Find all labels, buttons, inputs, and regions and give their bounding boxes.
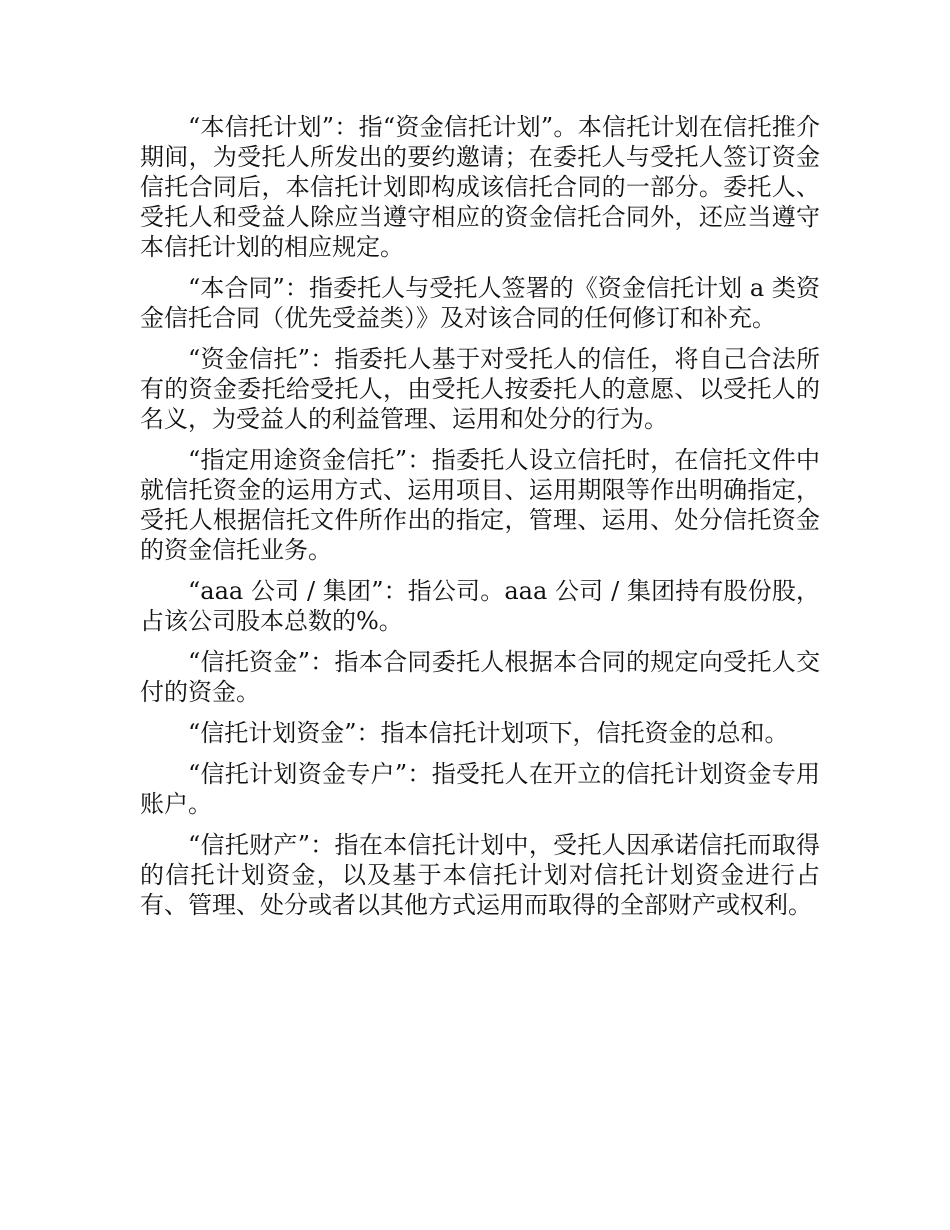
definition-paragraph: “本信托计划”：指“资金信托计划”。本信托计划在信托推介期间，为受托人所发出的要约邀请；在委托人与受托人签订资金信托合同后，本信托计划即构成该信托合同的一部分。委托人、受托人和受益人除应当遵守相应的资金信托合同外，还应当遵守本信托计划的相应规定。 xyxy=(140,113,820,261)
document-page xyxy=(140,112,820,931)
definition-paragraph: “信托计划资金专户”：指受托人在开立的信托计划资金专用账户。 xyxy=(140,760,820,818)
definition-paragraph: “指定用途资金信托”：指委托人设立信托时，在信托文件中就信托资金的运用方式、运用项目、运用期限等作出明确指定，受托人根据信托文件所作出的指定，管理、运用、处分信托资金的资金信托业务。 xyxy=(140,446,820,564)
definition-paragraph: “本合同”：指委托人与受托人签署的《资金信托计划 a 类资金信托合同（优先受益类）》及对该合同的任何修订和补充。 xyxy=(140,274,820,332)
definition-paragraph: “aaa 公司 / 集团”：指公司。aaa 公司 / 集团持有股份股，占该公司股本总数的%。 xyxy=(140,577,820,635)
definition-paragraph: “信托财产”：指在本信托计划中，受托人因承诺信托而取得的信托计划资金，以及基于本信托计划对信托计划资金进行占有、管理、处分或者以其他方式运用而取得的全部财产或权利。 xyxy=(140,831,820,919)
definition-paragraph: “信托资金”：指本合同委托人根据本合同的规定向受托人交付的资金。 xyxy=(140,648,820,706)
definition-paragraph: “资金信托”：指委托人基于对受托人的信任，将自己合法所有的资金委托给受托人，由受托人按委托人的意愿、以受托人的名义，为受益人的利益管理、运用和处分的行为。 xyxy=(140,345,820,433)
definition-paragraph: “信托计划资金”：指本信托计划项下，信托资金的总和。 xyxy=(188,719,789,747)
